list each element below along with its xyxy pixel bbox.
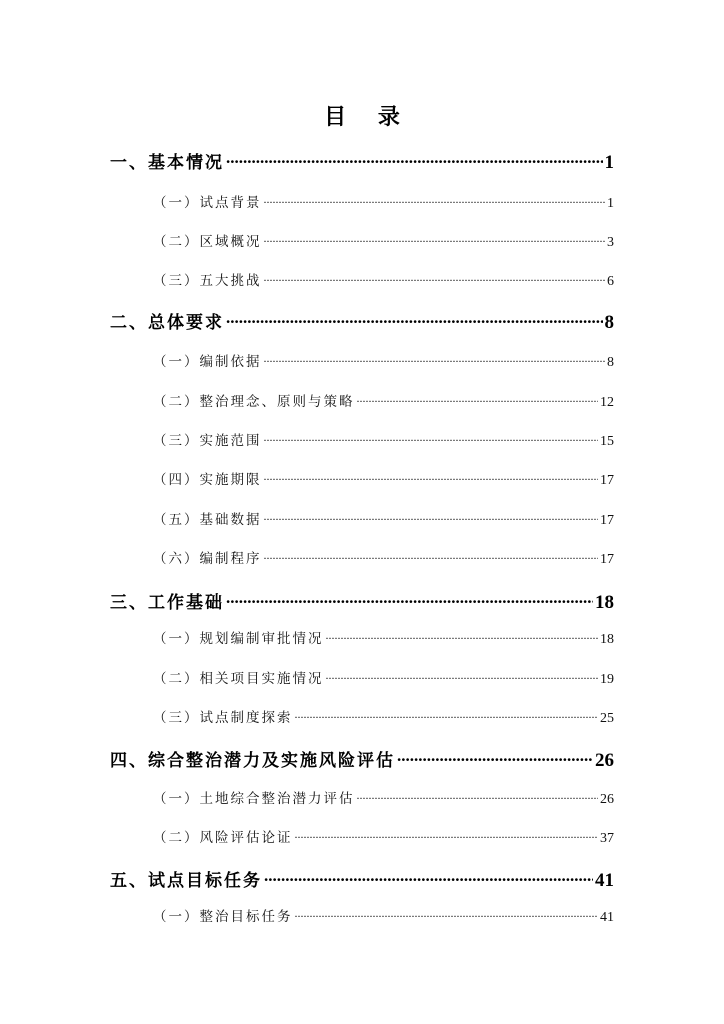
dot-leader [226,151,603,168]
toc-entry-subsection[interactable] [153,468,614,489]
toc-entry-page: 1 [604,152,614,173]
toc-entry-subsection[interactable] [153,230,614,251]
dot-leader [357,790,599,804]
toc-entry-subsection[interactable] [153,390,614,411]
toc-entry-page: 15 [600,434,614,449]
toc-entry-subsection[interactable] [153,826,614,847]
dot-leader [295,908,599,922]
toc-entry-label: 四、综合整治潜力及实施风险评估 [110,751,395,771]
dot-leader [264,511,599,525]
toc-entry-label: 三、工作基础 [110,593,224,613]
toc-entry-page: 26 [595,750,614,771]
toc-entry-label: （二）风险评估论证 [153,830,293,846]
toc-entry-label: （二）区域概况 [153,234,262,250]
toc-entry-subsection[interactable] [153,191,614,212]
dot-leader [264,353,606,367]
toc-entry-label: （三）五大挑战 [153,273,262,289]
toc-entry-subsection[interactable] [153,508,614,529]
toc-entry-label: 一、基本情况 [110,153,224,173]
toc-entry-page: 8 [607,355,614,370]
toc-entry-label: （六）编制程序 [153,551,262,567]
dot-leader [357,393,599,407]
toc-entry-page: 19 [600,672,614,687]
toc-entry-label: （五）基础数据 [153,512,262,528]
toc-entry-page: 3 [607,235,614,250]
dot-leader [264,194,606,208]
toc-entry-subsection[interactable] [153,547,614,568]
toc-entry-subsection[interactable] [153,269,614,290]
toc-entry-label: 五、试点目标任务 [110,871,262,891]
dot-leader [264,471,599,485]
toc-entry-subsection[interactable] [153,787,614,808]
toc-entry-page: 37 [600,831,614,846]
toc-entry-section-4[interactable] [110,746,614,772]
toc-entry-label: （一）整治目标任务 [153,909,293,925]
dot-leader [326,630,599,644]
toc-entry-label: （一）规划编制审批情况 [153,631,324,647]
toc-entry-page: 17 [600,513,614,528]
toc-entry-page: 8 [604,312,614,333]
page-title: 目 录 [324,105,412,130]
toc-entry-page: 6 [607,274,614,289]
dot-leader [326,670,599,684]
dot-leader [264,233,606,247]
toc-entry-section-3[interactable] [110,588,614,614]
dot-leader [264,550,599,564]
dot-leader [295,829,599,843]
toc-entry-subsection[interactable] [153,667,614,688]
toc-entry-page: 41 [595,870,614,891]
toc-entry-subsection[interactable] [153,429,614,450]
toc-entry-label: （二）相关项目实施情况 [153,671,324,687]
toc-entry-page: 18 [595,592,614,613]
toc-entry-page: 26 [600,792,614,807]
toc-entry-section-2[interactable] [110,308,614,334]
toc-entry-page: 17 [600,552,614,567]
toc-entry-label: （二）整治理念、原则与策略 [153,394,355,410]
toc-entry-page: 41 [600,910,614,925]
toc-entry-label: （四）实施期限 [153,472,262,488]
dot-leader [264,432,599,446]
toc-entry-page: 17 [600,473,614,488]
dot-leader [226,311,603,328]
toc-entry-subsection[interactable] [153,706,614,727]
dot-leader [226,591,593,608]
toc-entry-label: 二、总体要求 [110,313,224,333]
dot-leader [397,749,593,766]
dot-leader [264,869,593,886]
toc-entry-subsection[interactable] [153,350,614,371]
dot-leader [264,272,606,286]
toc-entry-section-1[interactable] [110,148,614,174]
dot-leader [295,709,599,723]
toc-entry-subsection[interactable] [153,905,614,926]
toc-entry-page: 1 [607,196,614,211]
toc-entry-label: （三）实施范围 [153,433,262,449]
toc-entry-label: （三）试点制度探索 [153,710,293,726]
toc-entry-label: （一）土地综合整治潜力评估 [153,791,355,807]
toc-entry-subsection[interactable] [153,627,614,648]
toc-entry-label: （一）编制依据 [153,354,262,370]
toc-entry-section-5[interactable] [110,866,614,892]
toc-entry-page: 18 [600,632,614,647]
toc-entry-label: （一）试点背景 [153,195,262,211]
toc-entry-page: 25 [600,711,614,726]
toc-entry-page: 12 [600,395,614,410]
